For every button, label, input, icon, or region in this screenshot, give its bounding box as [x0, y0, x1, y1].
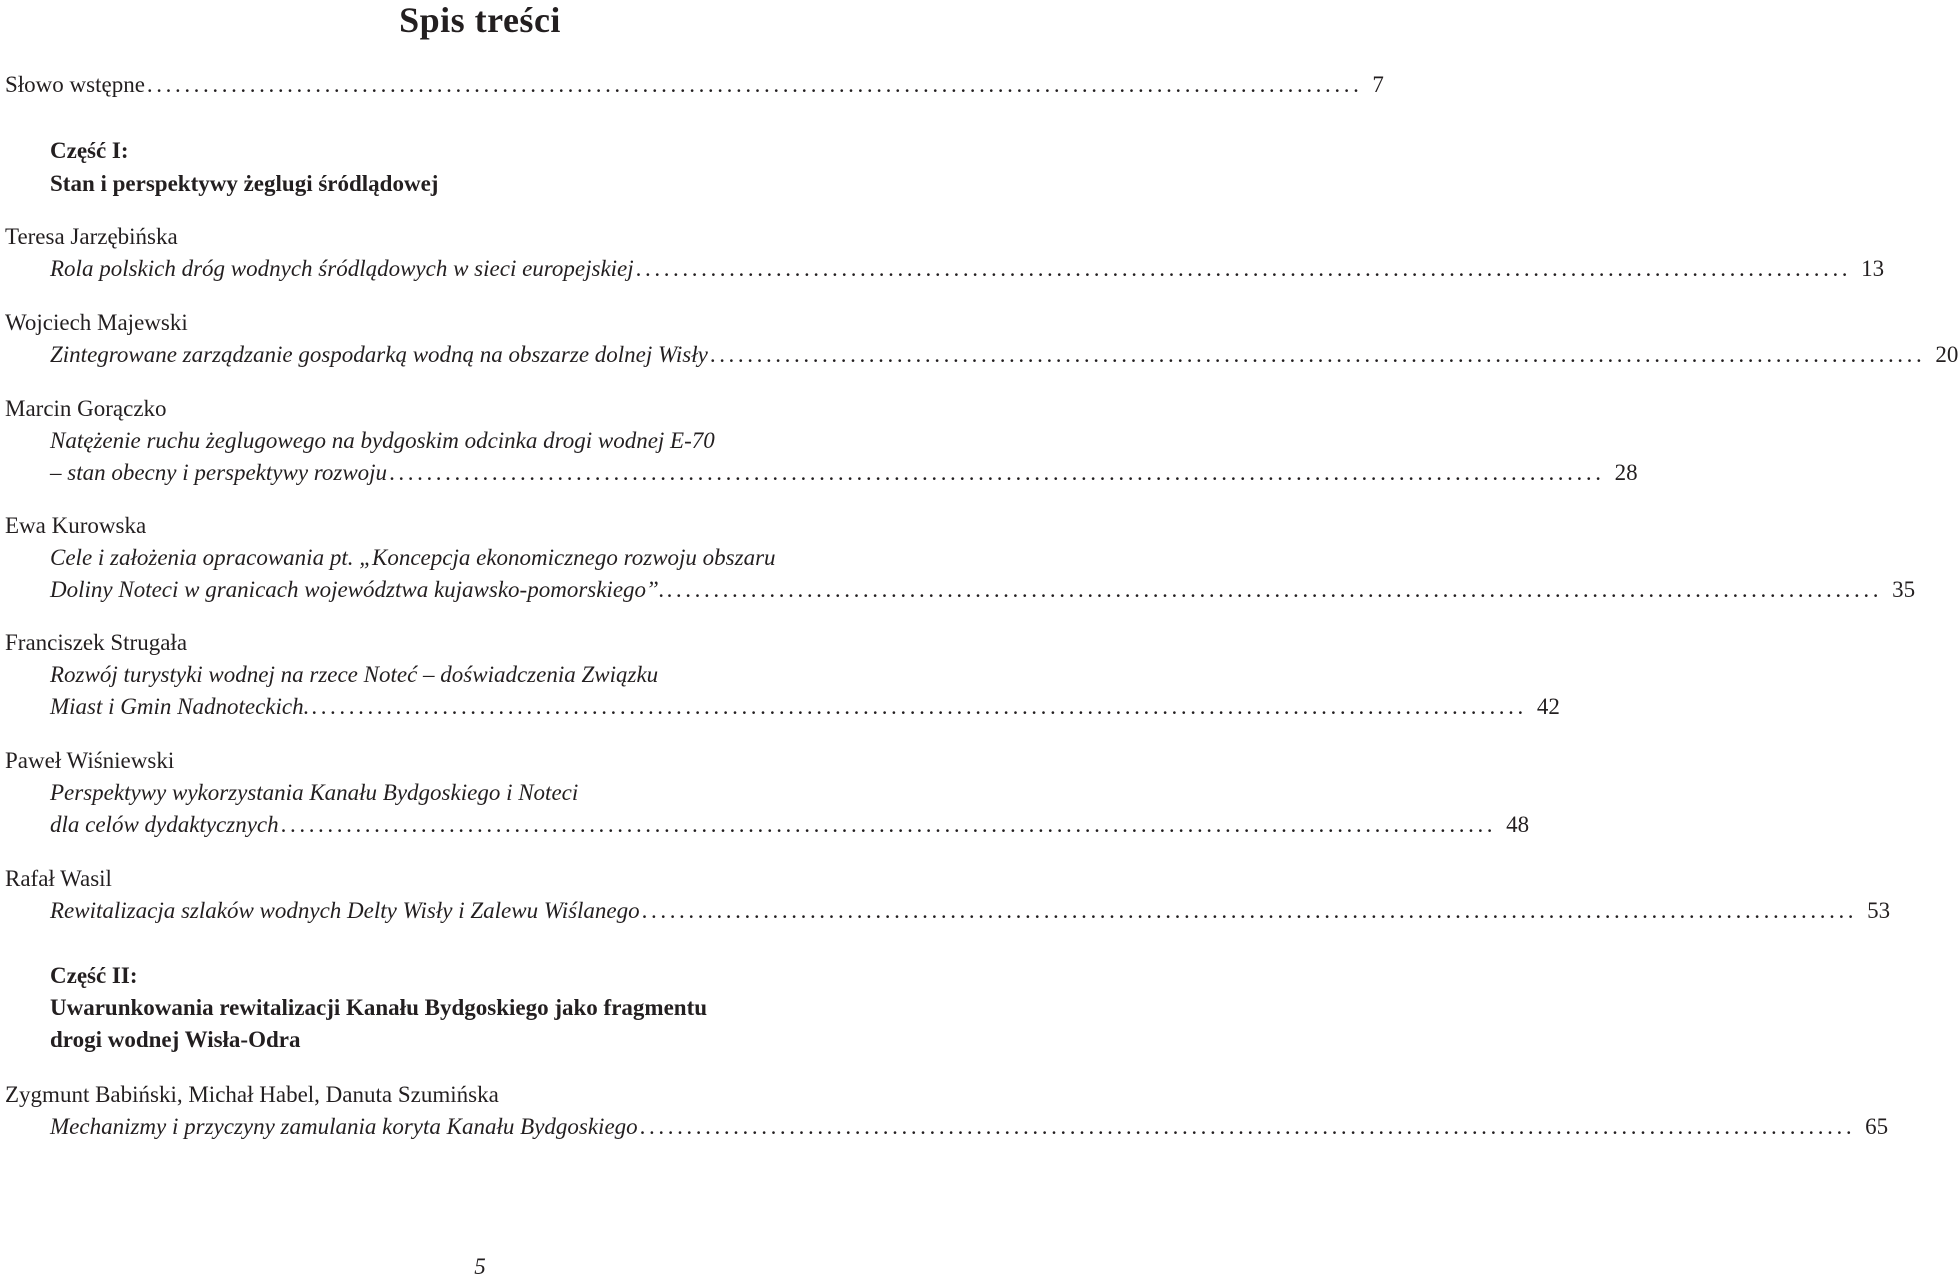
entry-title: Miast i Gmin Nadnoteckich.: [50, 694, 310, 719]
part-label: Część I:: [50, 138, 129, 163]
entry-author: Teresa Jarzębińska: [5, 224, 178, 249]
entry-title: Doliny Noteci w granicach województwa kujawsko-pomorskiego”.: [50, 577, 665, 602]
entry-title: – stan obecny i perspektywy rozwoju: [50, 460, 388, 485]
entry-title: dla celów dydaktycznych: [50, 812, 279, 837]
folio: 5: [474, 1254, 486, 1279]
entry-title: Rewitalizacja szlaków wodnych Delty Wisły i Zalewu Wiślanego: [50, 898, 640, 923]
toc-entry[interactable]: [50, 1112, 1889, 1142]
entry-author: Marcin Gorączko: [5, 396, 167, 421]
dot-leader: ..................................................................................................................................: [146, 72, 1363, 97]
part-title: Uwarunkowania rewitalizacji Kanału Bydgoskiego jako fragmentu: [50, 995, 708, 1020]
toc-entry[interactable]: [50, 692, 1560, 722]
page-title: Spis treści: [399, 0, 561, 40]
page-number: 53: [1867, 898, 1891, 923]
entry-author: Franciszek Strugała: [5, 630, 188, 655]
entry-author: Paweł Wiśniewski: [5, 748, 175, 773]
preface-title: Słowo wstępne: [5, 72, 145, 97]
toc-entry[interactable]: [50, 254, 1885, 284]
entry-author: Ewa Kurowska: [5, 513, 147, 538]
dot-leader: ..................................................................................................................................: [641, 898, 1858, 923]
dot-leader: ..................................................................................................................................: [311, 694, 1527, 719]
toc-entry[interactable]: [50, 575, 1916, 605]
page-number: 35: [1892, 577, 1916, 602]
toc-entry[interactable]: [50, 458, 1638, 488]
entry-author: Rafał Wasil: [5, 866, 112, 891]
dot-leader: ..................................................................................................................................: [666, 577, 1883, 602]
page-number: 48: [1506, 812, 1530, 837]
dot-leader: ..................................................................................................................................: [280, 812, 1497, 837]
dot-leader: ..................................................................................................................................: [635, 256, 1852, 281]
toc-entry[interactable]: [50, 896, 1891, 926]
entry-title: Cele i założenia opracowania pt. „Koncepcja ekonomicznego rozwoju obszaru: [50, 545, 776, 570]
toc-entry[interactable]: [50, 340, 1958, 370]
entry-title: Zintegrowane zarządzanie gospodarką wodną na obszarze dolnej Wisły: [50, 342, 708, 367]
entry-title: Mechanizmy i przyczyny zamulania koryta Kanału Bydgoskiego: [50, 1114, 638, 1139]
entry-author: Zygmunt Babiński, Michał Habel, Danuta Szumińska: [5, 1082, 499, 1107]
page-number: 28: [1614, 460, 1638, 485]
page-number: 20: [1935, 342, 1958, 367]
page-number: 13: [1861, 256, 1885, 281]
dot-leader: ..................................................................................................................................: [709, 342, 1926, 367]
entry-title: Rozwój turystyki wodnej na rzece Noteć – doświadczenia Związku: [50, 662, 659, 687]
entry-title: Rola polskich dróg wodnych śródlądowych w sieci europejskiej: [50, 256, 634, 281]
toc-entry-preface[interactable]: [5, 70, 1384, 100]
page-number: 42: [1536, 694, 1560, 719]
part-label: Część II:: [50, 963, 138, 988]
part-title: drogi wodnej Wisła-Odra: [50, 1027, 301, 1052]
dot-leader: ..................................................................................................................................: [639, 1114, 1856, 1139]
entry-title: Perspektywy wykorzystania Kanału Bydgoskiego i Noteci: [50, 780, 579, 805]
entry-title: Natężenie ruchu żeglugowego na bydgoskim odcinka drogi wodnej E-70: [50, 428, 715, 453]
toc-entry[interactable]: [50, 810, 1530, 840]
page-number: 7: [1372, 72, 1384, 97]
page-number: 65: [1865, 1114, 1889, 1139]
part-title: Stan i perspektywy żeglugi śródlądowej: [50, 171, 439, 196]
entry-author: Wojciech Majewski: [5, 310, 188, 335]
dot-leader: ..................................................................................................................................: [389, 460, 1605, 485]
